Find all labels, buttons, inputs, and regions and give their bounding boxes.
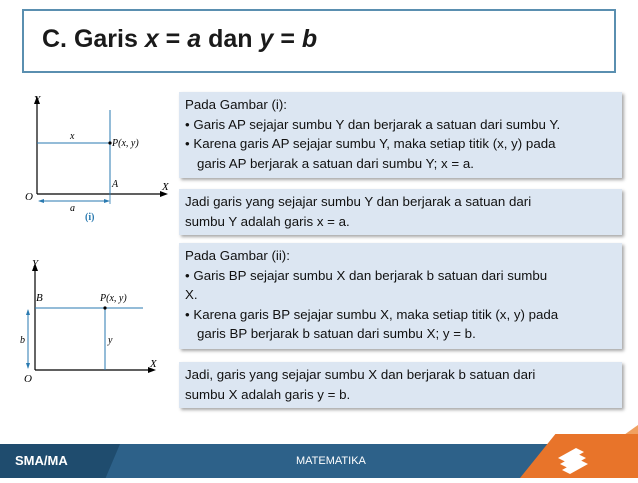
label-point-p: P(x, y): [100, 293, 127, 304]
panel1-line1: Pada Gambar (i):: [185, 97, 287, 112]
label-origin: O: [24, 373, 32, 385]
panel3-line4: • Karena garis BP sejajar sumbu X, maka setiap titik (x, y) pada: [185, 306, 559, 322]
label-y: Y: [32, 258, 39, 270]
panel4-line2: sumbu X adalah garis y = b.: [185, 386, 351, 402]
label-b-point: B: [36, 292, 43, 304]
panel2-line2: sumbu Y adalah garis x = a.: [185, 213, 350, 229]
panel-kesimpulan-ii: [179, 362, 622, 408]
caption-i: (i): [85, 212, 95, 223]
slide-title: C. Garis x = a dan y = b: [42, 25, 318, 53]
panel3-line1: Pada Gambar (ii):: [185, 248, 290, 263]
figure-i: [22, 90, 172, 225]
panel3-line5: garis BP berjarak b satuan dari sumbu X; y = b.: [197, 326, 476, 341]
books-icon: [520, 434, 638, 478]
label-seg-x: x: [70, 131, 75, 142]
panel1-line3: • Karena garis AP sejajar sumbu Y, maka setiap titik (x, y) pada: [185, 136, 556, 151]
panel2-line1: Jadi garis yang sejajar sumbu Y dan berjarak a satuan dari: [185, 194, 532, 209]
panel3-line2: • Garis BP sejajar sumbu X dan berjarak b satuan dari sumbu: [185, 267, 548, 283]
panel4-line1: Jadi, garis yang sejajar sumbu X dan berjarak b satuan dari: [185, 367, 536, 382]
title-box: [22, 9, 616, 73]
panel1-line4: garis AP berjarak a satuan dari sumbu Y; x = a.: [197, 155, 474, 171]
label-point-p: P(x, y): [112, 138, 139, 149]
footer-level-label: SMA/MA: [15, 453, 68, 468]
footer-orange-block: [520, 434, 638, 478]
label-a-point: A: [112, 179, 119, 190]
label-x: X: [162, 181, 169, 193]
label-seg-b: b: [20, 335, 25, 346]
figure-ii-svg: [18, 255, 168, 390]
panel1-line2: • Garis AP sejajar sumbu Y dan berjarak a satuan dari sumbu Y.: [185, 116, 561, 132]
label-origin: O: [25, 191, 33, 203]
panel3-line3: X.: [185, 287, 198, 302]
label-seg-a: a: [70, 203, 75, 214]
panel-kesimpulan-i: [179, 189, 622, 235]
label-seg-y: y: [108, 335, 113, 346]
panel-gambar-ii: [179, 243, 622, 349]
footer-subject-label: MATEMATIKA: [296, 455, 366, 467]
figure-ii: [18, 255, 168, 390]
figure-i-svg: [22, 90, 172, 225]
label-y: Y: [34, 94, 41, 106]
point-p: [103, 306, 106, 309]
label-x: X: [150, 358, 157, 370]
panel-gambar-i: [179, 92, 622, 178]
